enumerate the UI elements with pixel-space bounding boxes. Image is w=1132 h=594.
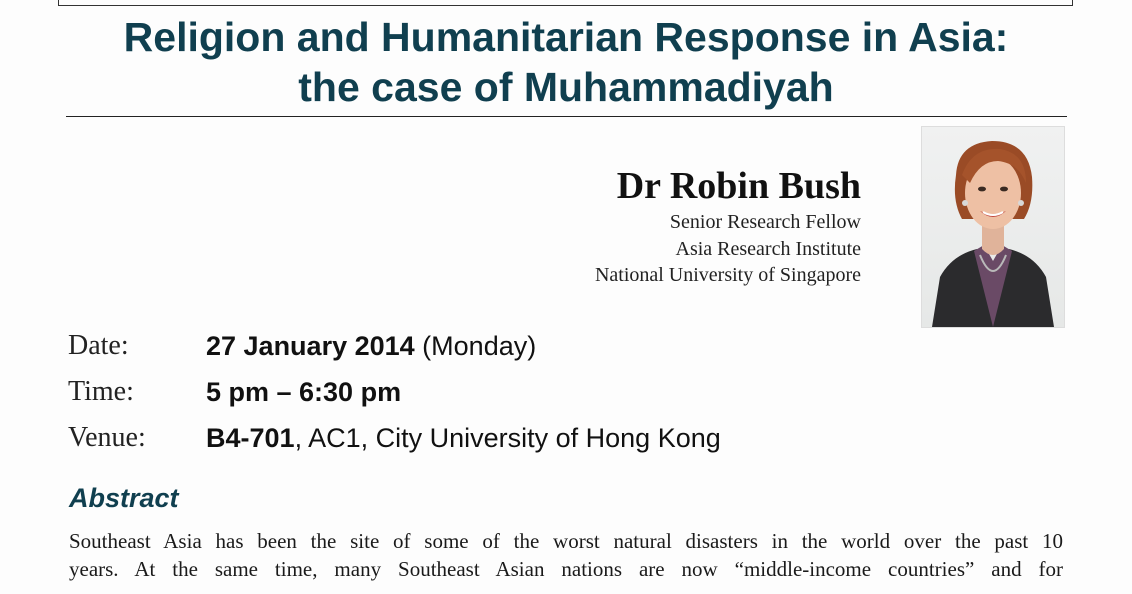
speaker-university: National University of Singapore [594,264,861,286]
abstract-line-2: years. At the same time, many Southeast Asian nations are now “middle-income countries” and for [69,557,1063,581]
date-bold: 27 January 2014 [206,331,415,361]
venue-room: B4-701 [206,423,295,453]
abstract-heading: Abstract [69,483,179,513]
date-weekday: (Monday) [414,331,537,361]
speaker-name: Dr Robin Bush [616,165,861,207]
venue-label: Venue: [68,422,146,453]
date-label: Date: [68,330,129,361]
time-value [206,375,401,409]
abstract-line-1: Southeast Asia has been the site of some of the worst natural disasters in the world over the past 10 [69,529,1063,553]
venue-location: , AC1, City University of Hong Kong [294,423,721,453]
time-bold: 5 pm – 6:30 pm [206,377,402,407]
speaker-block [595,163,861,289]
title-rule [66,116,1067,117]
title-line-1: Religion and Humanitarian Response in Asia: [123,14,1009,60]
abstract-text [69,527,1063,583]
venue-value [206,421,721,455]
speaker-institute: Asia Research Institute [675,237,861,260]
time-label: Time: [68,376,134,407]
speaker-photo [922,127,1064,327]
date-value [206,329,536,363]
top-frame [58,0,1073,6]
speaker-portrait-illustration [922,127,1064,327]
speaker-position: Senior Research Fellow [669,211,861,233]
title-line-2: the case of Muhammadiyah [298,64,834,110]
